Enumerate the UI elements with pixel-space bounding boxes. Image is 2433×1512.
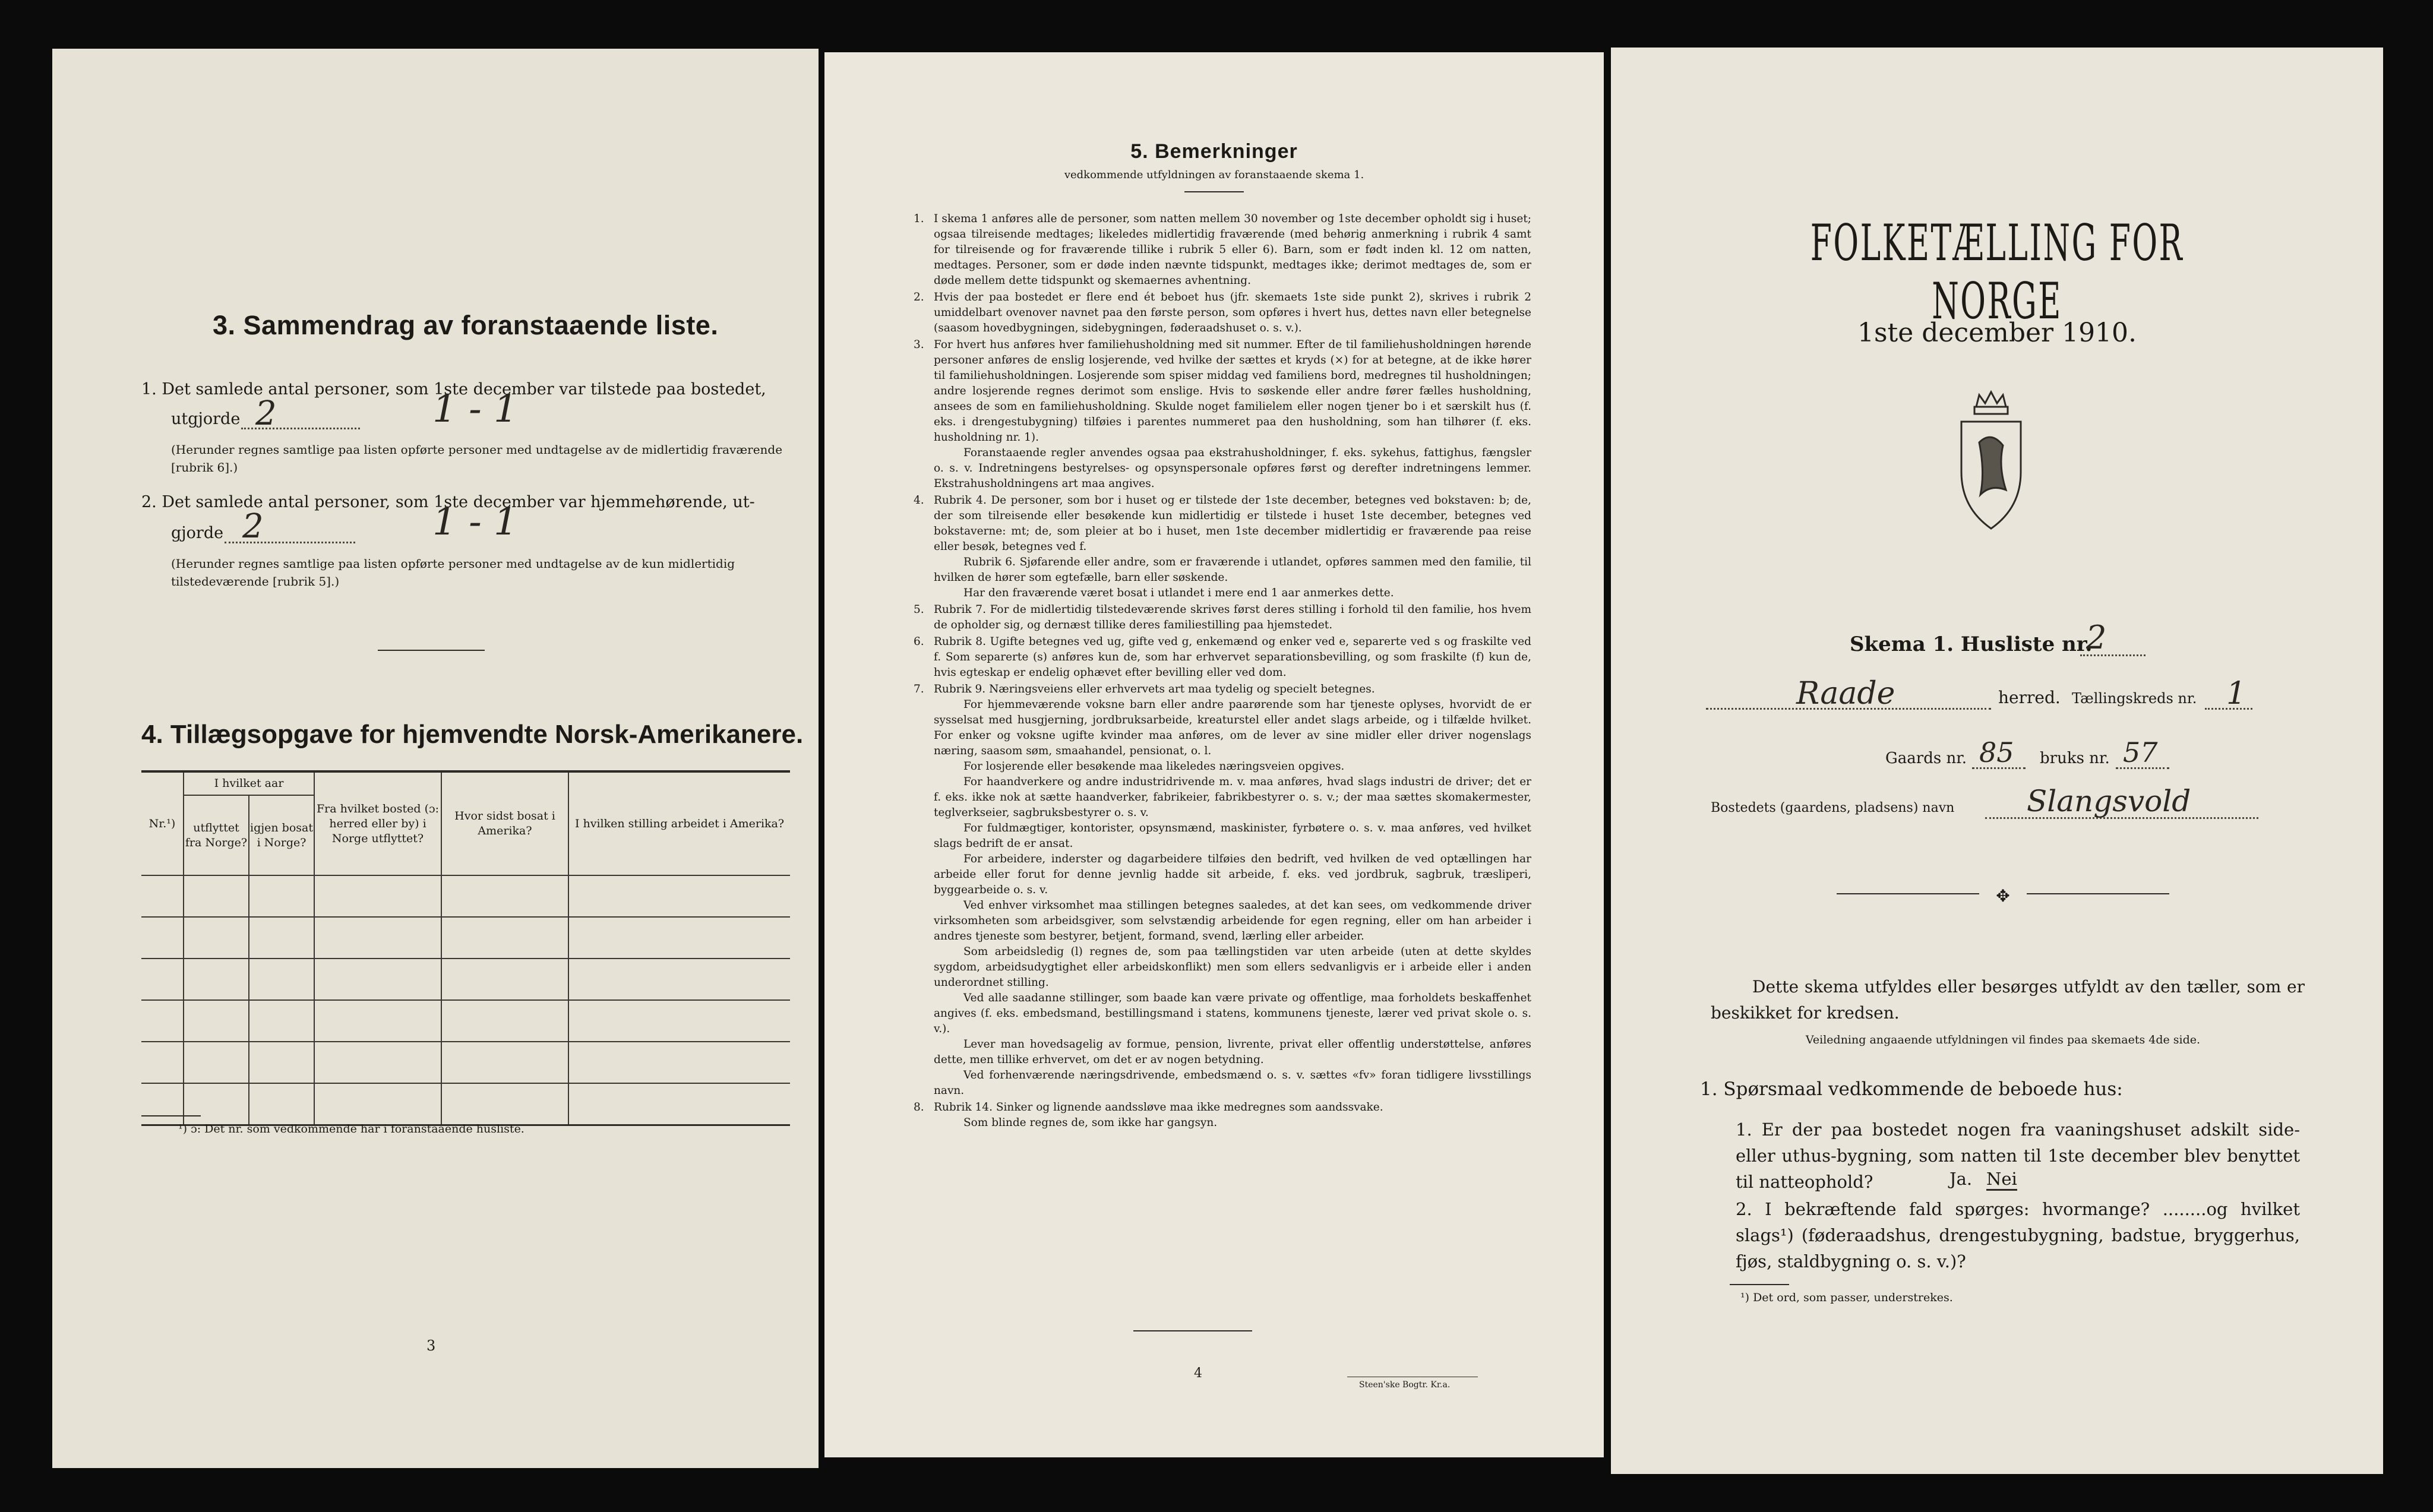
remark-number: 6. [914, 635, 924, 648]
question-2: 2. I bekræftende fald spørges: hvormange? ........og hvilket slags¹) (føderaadshus, drengestubygning, badstue, bryggerhus, fjøs, staldbygning o. s. v.)? [1736, 1199, 2300, 1271]
item2-note: (Herunder regnes samtlige paa listen opførte personer med undtagelse av de kun midlertidig tilstedeværende [rubrik 5].) [171, 556, 735, 589]
table-row[interactable] [141, 917, 790, 959]
table-row[interactable] [141, 959, 790, 1000]
remark-paragraph: Ved forhenværende næringsdrivende, embedsmænd o. s. v. sættes «fv» foran tidligere livsstillings navn. [934, 1069, 1531, 1097]
remark-paragraph: For losjerende eller besøkende maa likeledes næringsveien opgives. [963, 760, 1345, 773]
remark-item [914, 337, 1531, 492]
item2-label: gjorde [171, 524, 224, 542]
q1-answer-ja[interactable]: Ja. [1949, 1169, 1973, 1189]
middle-page [824, 52, 1604, 1457]
section3-title: 3. Sammendrag av foranstaaende liste. [213, 310, 719, 340]
remark-paragraph: Lever man hovedsagelig av formue, pension, livrente, privat eller offentlig understøttelse, anføres dette, men tillike erhvervet, om det er av nogen betydning. [934, 1038, 1531, 1066]
remarks-subtitle: vedkommende utfyldningen av foranstaaende skema 1. [1064, 169, 1364, 181]
page-number: 3 [426, 1337, 436, 1354]
printer-mark: Steen'ske Bogtr. Kr.a. [1359, 1380, 1451, 1390]
table-row[interactable] [141, 1042, 790, 1083]
item2-value[interactable]: 2 [242, 507, 264, 546]
item1-value[interactable]: 2 [255, 394, 277, 433]
page-number: 4 [1194, 1366, 1202, 1381]
schema-label: Skema 1. Husliste nr. [1850, 632, 2093, 656]
remark-paragraph: For arbeidere, inderster og dagarbeidere tilføies den bedrift, ved hvilken de ved optællingen har arbeide eller forut for denne jevnlig hadde sit arbeide, f. eks. ved jordbruk, sagbruk, træsliperi, byggearbeide o. s. v. [934, 853, 1531, 896]
item1-text: 1. Det samlede antal personer, som 1ste december var tilstede paa bostedet, [141, 380, 766, 398]
col-emigrated: utflyttet fra Norge? [184, 795, 249, 875]
bosted-value[interactable]: Slangsvold [2027, 784, 2191, 818]
gaards-label: Gaards nr. [1885, 749, 1967, 767]
bruks-label: bruks nr. [2040, 749, 2110, 767]
remark-item [914, 682, 1531, 1099]
remark-paragraph: Rubrik 9. Næringsveiens eller erhvervets art maa tydelig og specielt betegnes. [934, 683, 1375, 695]
remark-paragraph: I skema 1 anføres alle de personer, som natten mellem 30 november og 1ste december opholdt sig i huset; ogsaa tilreisende medtages; likeledes midlertidig fraværende (med behørig anmerkning i rubrik 4 samt for tilreisende og for fraværende tillike i rubrik 5 eller 6). Barn, som er født inden kl. 12 om natten, medtages. Personer, som er døde inden nævnte tidspunkt, medtages ikke; derimot medtages de, som er døde mellem dette tidspunkt og skemaernes avhentning. [934, 213, 1531, 287]
remark-item [914, 634, 1531, 681]
question-1: 1. Er der paa bostedet nogen fra vaaningshuset adskilt side- eller uthus-bygning, som natten til 1ste december blev benyttet til natteophold? [1736, 1119, 2300, 1192]
remark-paragraph: For hjemmeværende voksne barn eller andre paarørende som har tjeneste oplyses, hvorvidt de er sysselsat med husgjerning, jordbruksarbeide, kreaturstel eller andet slags arbeide, og i tilfælde hvilket. For enker og voksne ugifte kvinder maa anføres, om de lever av sine midler eller driver nogenslags næring, saasom søm, smaahandel, pensionat, o. l. [934, 698, 1531, 757]
item2-value-b[interactable]: 1 - 1 [432, 500, 518, 544]
bruks-value[interactable]: 57 [2123, 736, 2158, 768]
remark-paragraph: For fuldmægtiger, kontorister, opsynsmænd, maskinister, fyrbøtere o. s. v. maa anføres, ved hvilket slags bedrift de er ansat. [934, 822, 1531, 850]
norsk-amerikanere-table [141, 770, 790, 1126]
remark-paragraph: Ved enhver virksomhet maa stillingen betegnes saaledes, at det kan sees, om vedkommende driver virksomheten som arbeidsgiver, som selvstændig arbeidende for egen regning, eller om han arbeider i andres tjeneste som bestyrer, betjent, formand, svend, lærling eller arbeider. [934, 899, 1531, 942]
remark-item [914, 211, 1531, 289]
remark-paragraph: For hvert hus anføres hver familiehusholdning med sit nummer. Efter de til familiehusholdningen hørende personer anføres de enslig losjerende, ved hvilke der sættes et kryds (×) for at betegne, at de ikke hører til familiehusholdningen. Losjerende som spiser middag ved familiens bord, medregnes til husholdningen; andre losjerende regnes derimot som enslige. Hvis to søskende eller andre fører fælles husholdning, ansees de som en familiehusholdning. Skulde noget familielem eller nogen tjener bo i et særskilt hus (f. eks. i drengestubygning) tilføies i parentes nummeret paa den husholdning, som han tilhører (f. eks. husholdning nr. 1). [934, 339, 1531, 444]
col-from-where: Fra hvilket bosted (ɔ: herred eller by) i Norge utflyttet? [314, 771, 441, 875]
item1-label: utgjorde [171, 410, 241, 428]
right-page [1611, 48, 2383, 1474]
remark-item [914, 1100, 1531, 1131]
remark-paragraph: Rubrik 8. Ugifte betegnes ved ug, gifte ved g, enkemænd og enker ved e, separerte ved s og fraskilte ved f. Som separerte (s) anføres kun de, som har erhvervet separationsbevilling, og som fraskilte (f) kun de, hvis egteskap er endelig ophævet efter bevilling eller ved dom. [934, 635, 1531, 679]
remark-number: 2. [914, 291, 924, 303]
remark-number: 1. [914, 213, 924, 225]
q1-answer-nei[interactable]: Nei [1986, 1169, 2017, 1191]
item2-text: 2. Det samlede antal personer, som 1ste december var hjemmehørende, ut- [141, 493, 755, 511]
footnote: ¹) ɔ: Det nr. som vedkommende har i foranstaaende husliste. [178, 1122, 524, 1135]
census-title: FOLKETÆLLING FOR NORGE [1810, 214, 2184, 330]
remark-number: 7. [914, 683, 924, 695]
remark-number: 8. [914, 1101, 924, 1114]
col-returned: igjen bosat i Norge? [249, 795, 314, 875]
husliste-nr[interactable]: 2 [2086, 619, 2107, 656]
kreds-label: Tællingskreds nr. [2072, 690, 2197, 707]
remark-paragraph: Som blinde regnes de, som ikke har gangsyn. [963, 1116, 1218, 1129]
census-date: 1ste december 1910. [1857, 318, 2137, 348]
instructions: Dette skema utfyldes eller besørges utfyldt av den tæller, som er beskikket for kredsen. [1711, 977, 2305, 1023]
remark-paragraph: Ved alle saadanne stillinger, som baade kan være private og offentlige, maa forholdets beskaffenhet angives (f. eks. embedsmand, bestillingsmand i statens, kommunens tjeneste, lærer ved privat skole o. s. v.). [934, 992, 1531, 1035]
col-nr: Nr.¹) [141, 771, 184, 875]
divider [378, 650, 485, 651]
section4-title: 4. Tillægsopgave for hjemvendte Norsk-Amerikanere. [141, 720, 804, 749]
herred-label: herred. [1998, 688, 2061, 707]
remark-paragraph: Rubrik 4. De personer, som bor i huset og er tilstede der 1ste december, betegnes ved bokstaven: b; de, der som tilreisende eller besøkende kun midlertidig er tilstede i huset 1ste december, betegnes ved bokstaverne: mt; de, som pleier at bo i huset, men 1ste december midlertidig er fraværende paa reise eller besøk, betegnes ved f. [934, 494, 1531, 553]
col-last-residence: Hvor sidst bosat i Amerika? [441, 771, 568, 875]
footnote: ¹) Det ord, som passer, understrekes. [1740, 1291, 1953, 1304]
remark-number: 4. [914, 494, 924, 507]
remark-paragraph: Rubrik 7. For de midlertidig tilstedeværende skrives først deres stilling i forhold til den familie, hos hvem de opholder sig, og dernæst tillike deres familiestilling paa hjemstedet. [934, 603, 1531, 631]
remark-item [914, 493, 1531, 601]
table-row[interactable] [141, 875, 790, 917]
table-row[interactable] [141, 1000, 790, 1042]
ornament-icon: ✥ [1979, 886, 2027, 906]
remark-paragraph: Rubrik 6. Sjøfarende eller andre, som er fraværende i utlandet, opføres sammen med den familie, til hvilken de hører som egtefælle, barn eller søskende. [934, 556, 1531, 584]
remark-paragraph: Foranstaaende regler anvendes ogsaa paa ekstrahusholdninger, f. eks. sykehus, fattighus, fængsler o. s. v. Indretningens bestyrelses- og opsynspersonale opføres først og derefter indretningens lemmer. Ekstrahusholdningens art maa angives. [934, 447, 1531, 490]
item1-note: (Herunder regnes samtlige paa listen opførte personer med undtagelse av de midlertidig fraværende [rubrik 6].) [171, 442, 783, 475]
remark-paragraph: For haandverkere og andre industridrivende m. v. maa anføres, hvad slags industri de driver; det er f. eks. ikke nok at sætte haandverker, fabrikeier, fabrikbestyrer o. s. v.; der maa sættes skomakermester, teglverkseier, sagbruksbestyrer o. s. v. [934, 776, 1531, 819]
left-page [52, 49, 819, 1468]
col-group-year: I hvilket aar [184, 771, 314, 795]
remark-item [914, 602, 1531, 633]
remark-paragraph: Rubrik 14. Sinker og lignende aandssløve maa ikke medregnes som aandssvake. [934, 1101, 1383, 1114]
herred-value[interactable]: Raade [1796, 676, 1895, 711]
remark-number: 3. [914, 339, 924, 351]
remarks-list [914, 211, 1531, 1132]
bosted-label: Bostedets (gaardens, pladsens) navn [1711, 801, 1955, 815]
remarks-title: 5. Bemerkninger [1130, 140, 1298, 163]
col-occupation: I hvilken stilling arbeidet i Amerika? [568, 771, 790, 875]
remark-paragraph: Har den fraværende været bosat i utlandet i mere end 1 aar anmerkes dette. [963, 587, 1394, 599]
kreds-value[interactable]: 1 [2226, 676, 2246, 711]
coat-of-arms-icon [1944, 389, 2039, 537]
table-row[interactable] [141, 1083, 790, 1125]
q-heading: 1. Spørsmaal vedkommende de beboede hus: [1700, 1078, 2123, 1100]
gaards-value[interactable]: 85 [1979, 736, 2014, 768]
instructions-small: Veiledning angaaende utfyldningen vil findes paa skemaets 4de side. [1805, 1033, 2201, 1046]
remark-number: 5. [914, 603, 924, 616]
remark-paragraph: Som arbeidsledig (l) regnes de, som paa tællingstiden var uten arbeide (uten at dette skyldes sygdom, arbeidsudygtighet eller arbeidskonflikt) men som ellers sedvanligvis er i arbeide eller i anden underordnet stilling. [934, 945, 1531, 989]
item1-value-b[interactable]: 1 - 1 [432, 387, 518, 431]
remark-item [914, 290, 1531, 336]
remark-paragraph: Hvis der paa bostedet er flere end ét beboet hus (jfr. skemaets 1ste side punkt 2), skrives i rubrik 2 umiddelbart ovenover navnet paa den første person, som opføres i hvert hus, dettes navn eller betegnelse (saasom hovedbygningen, sidebygningen, føderaadshuset o. s. v.). [934, 291, 1531, 334]
